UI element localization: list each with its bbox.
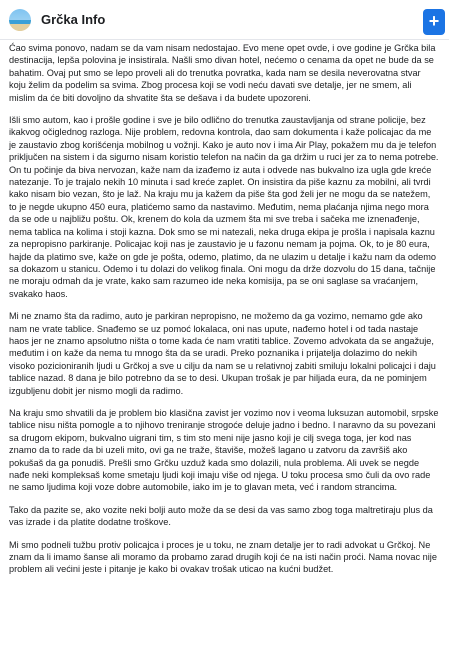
post-paragraph: Mi smo podneli tužbu protiv policajca i proces je u toku, ne znam detalje jer to radi advokat u Grčkoj. Ne znam da li imamo šanse ali moramo da probamo zarad drugih koji će na isti način proći. Nama novac nije problem ali većini jeste i pitanje je kako bi ovakav trošak uticao na kućni budžet. [9, 539, 437, 575]
avatar-sand [9, 24, 31, 31]
post-paragraph: Mi ne znamo šta da radimo, auto je parkiran nepropisno, ne možemo da ga vozimo, nemamo gde ako nam ne vrate tablice. Snađemo se uz pomoć lokalaca, oni nas upute, nađemo hotel i od tada nastaje haos jer ne znamo apsolutno ništa o tome kada će nam vratiti tablice. Zovemo advokata da se angažuje, međutim i on kaže da nema tu mnogo šta da se uradi. Preko poznanika i prijatelja dolazimo do nekih visoko pozicioniranih ljudi u Grčkoj a sve u cilju da nam se u relativnoj zabiti smiluju lokalni policajci i daju tablice nazad. 8 dana je bilo potrebno da se to desi. Ukupan trošak je par hiljada eura, da ne pominjem izgubljenu dobit jer nismo mogli da radimo. [9, 311, 436, 396]
group-title[interactable]: Grčka Info [41, 12, 106, 27]
post-body [9, 42, 439, 576]
post-paragraph: Na kraju smo shvatili da je problem bio klasična zavist jer vozimo nov i veoma luksuzan automobil, srpske tablice nisu ništa pomogle a to njihovo treniranje strogoće deluje jadno i bedno. I naravno da su povezani sa drugom ekipom, bukvalno uigrani tim, s tim sto meni nije jasno koji je cilj svega toga, jer kod nas znamo da to rade da bi uzeli mito, ovi ga ne traže, štaviše, možeš lagano u zatvoru da završiš ako pokušaš da ga ponudiš. Prešli smo Grčku uzduž kada smo dolazili, nula problema. Ali uvek se negde nađe neki kompleksaš kome smetaju ljudi koji imaju više od njega. U toku procesa smo čuli da ovo rade ne samo ljudima koji voze dobre automobile, iako im je to glavan meta, već i random strancima. [9, 407, 439, 493]
post-paragraph: Išli smo autom, kao i prošle godine i sve je bilo odlično do trenutka zaustavljanja od strane policije, bez ikakvog očiglednog razloga. Nije problem, redovna kontrola, dao sam dokumenta i kaže policajac da me je zaustavio zbog korišćenja mobilnog u vožnji. Kako je auto nov i ima Air Play, pokažem mu da je telefon priključen na sistem i da sigurno nisam koristio telefon na način da ga držim u ruci jer za to nema potrebe. On tu počinje da biva nervozan, kaže nam da izađemo iz auta i odvede nas bukvalno iza ugla gde kreće natezanje. To je trajalo nekih 10 minuta i sad kreće zaplet. On insistira da piše kaznu za mobilni, ali tvrdi kako nisam bio vezan, što je laž. Na kraju mu ja kažem da piše šta god želi jer ne mogu da se natežem, to je negde ukupno 450 eura, platićemo samo da nastavimo. Međutim, nema plaćanja njima nego mora da se ode u najbližu poštu. Ok, krenem do kola da uzmem šta mi sve treba i sačeka me iznenađenje, nema tablica na kolima i stoji kazna. Dok smo se mi natezali, neka druga ekipa je prošla i napisala kaznu za nepropisno parkiranje. Policajac koji nas je zaustavio je u fazonu nemam ja pojma. Ok, to je 80 eura, hajde da platimo sve, kaže on gde je pošta, odemo, platimo, da ne ulazim u detalje i kažu nam da odemo sa dokazom u stanicu. Odemo i tu dolazi do velikog finala. Oni mogu da drže dozvolu do 15 dana, tačnije ne moraju odmah da je vrate, kako sam razumeo ide neka komisija, pa se oni saglase sa vraćanjem, svakako haos. [9, 115, 439, 299]
plus-icon: + [428, 11, 440, 31]
group-header [0, 0, 449, 40]
post-paragraph: Ćao svima ponovo, nadam se da vam nisam nedostajao. Evo mene opet ovde, i ove godine je Grčka bila destinacija, lepša polovina je insistirala. Našli smo divan hotel, nećemo o cenama da opet ne bude da se bahatim. Ovaj put smo se lepo proveli ali do trenutka povratka, kada nam se desila neverovatna stvar koju želim da podelim sa svima. Zbog procesa koji se vodi neću davati sve detalje, jer ne smem, ali mislim da će biti dovoljno da shvatite šta se dešava i da budete upozoreni. [9, 43, 436, 103]
add-button[interactable] [423, 9, 445, 35]
post-paragraph: Tako da pazite se, ako vozite neki bolji auto može da se desi da vas samo zbog toga maltretiraju plus da vas izrade i da platite dodatne troškove. [9, 504, 433, 528]
group-avatar[interactable] [9, 9, 31, 31]
